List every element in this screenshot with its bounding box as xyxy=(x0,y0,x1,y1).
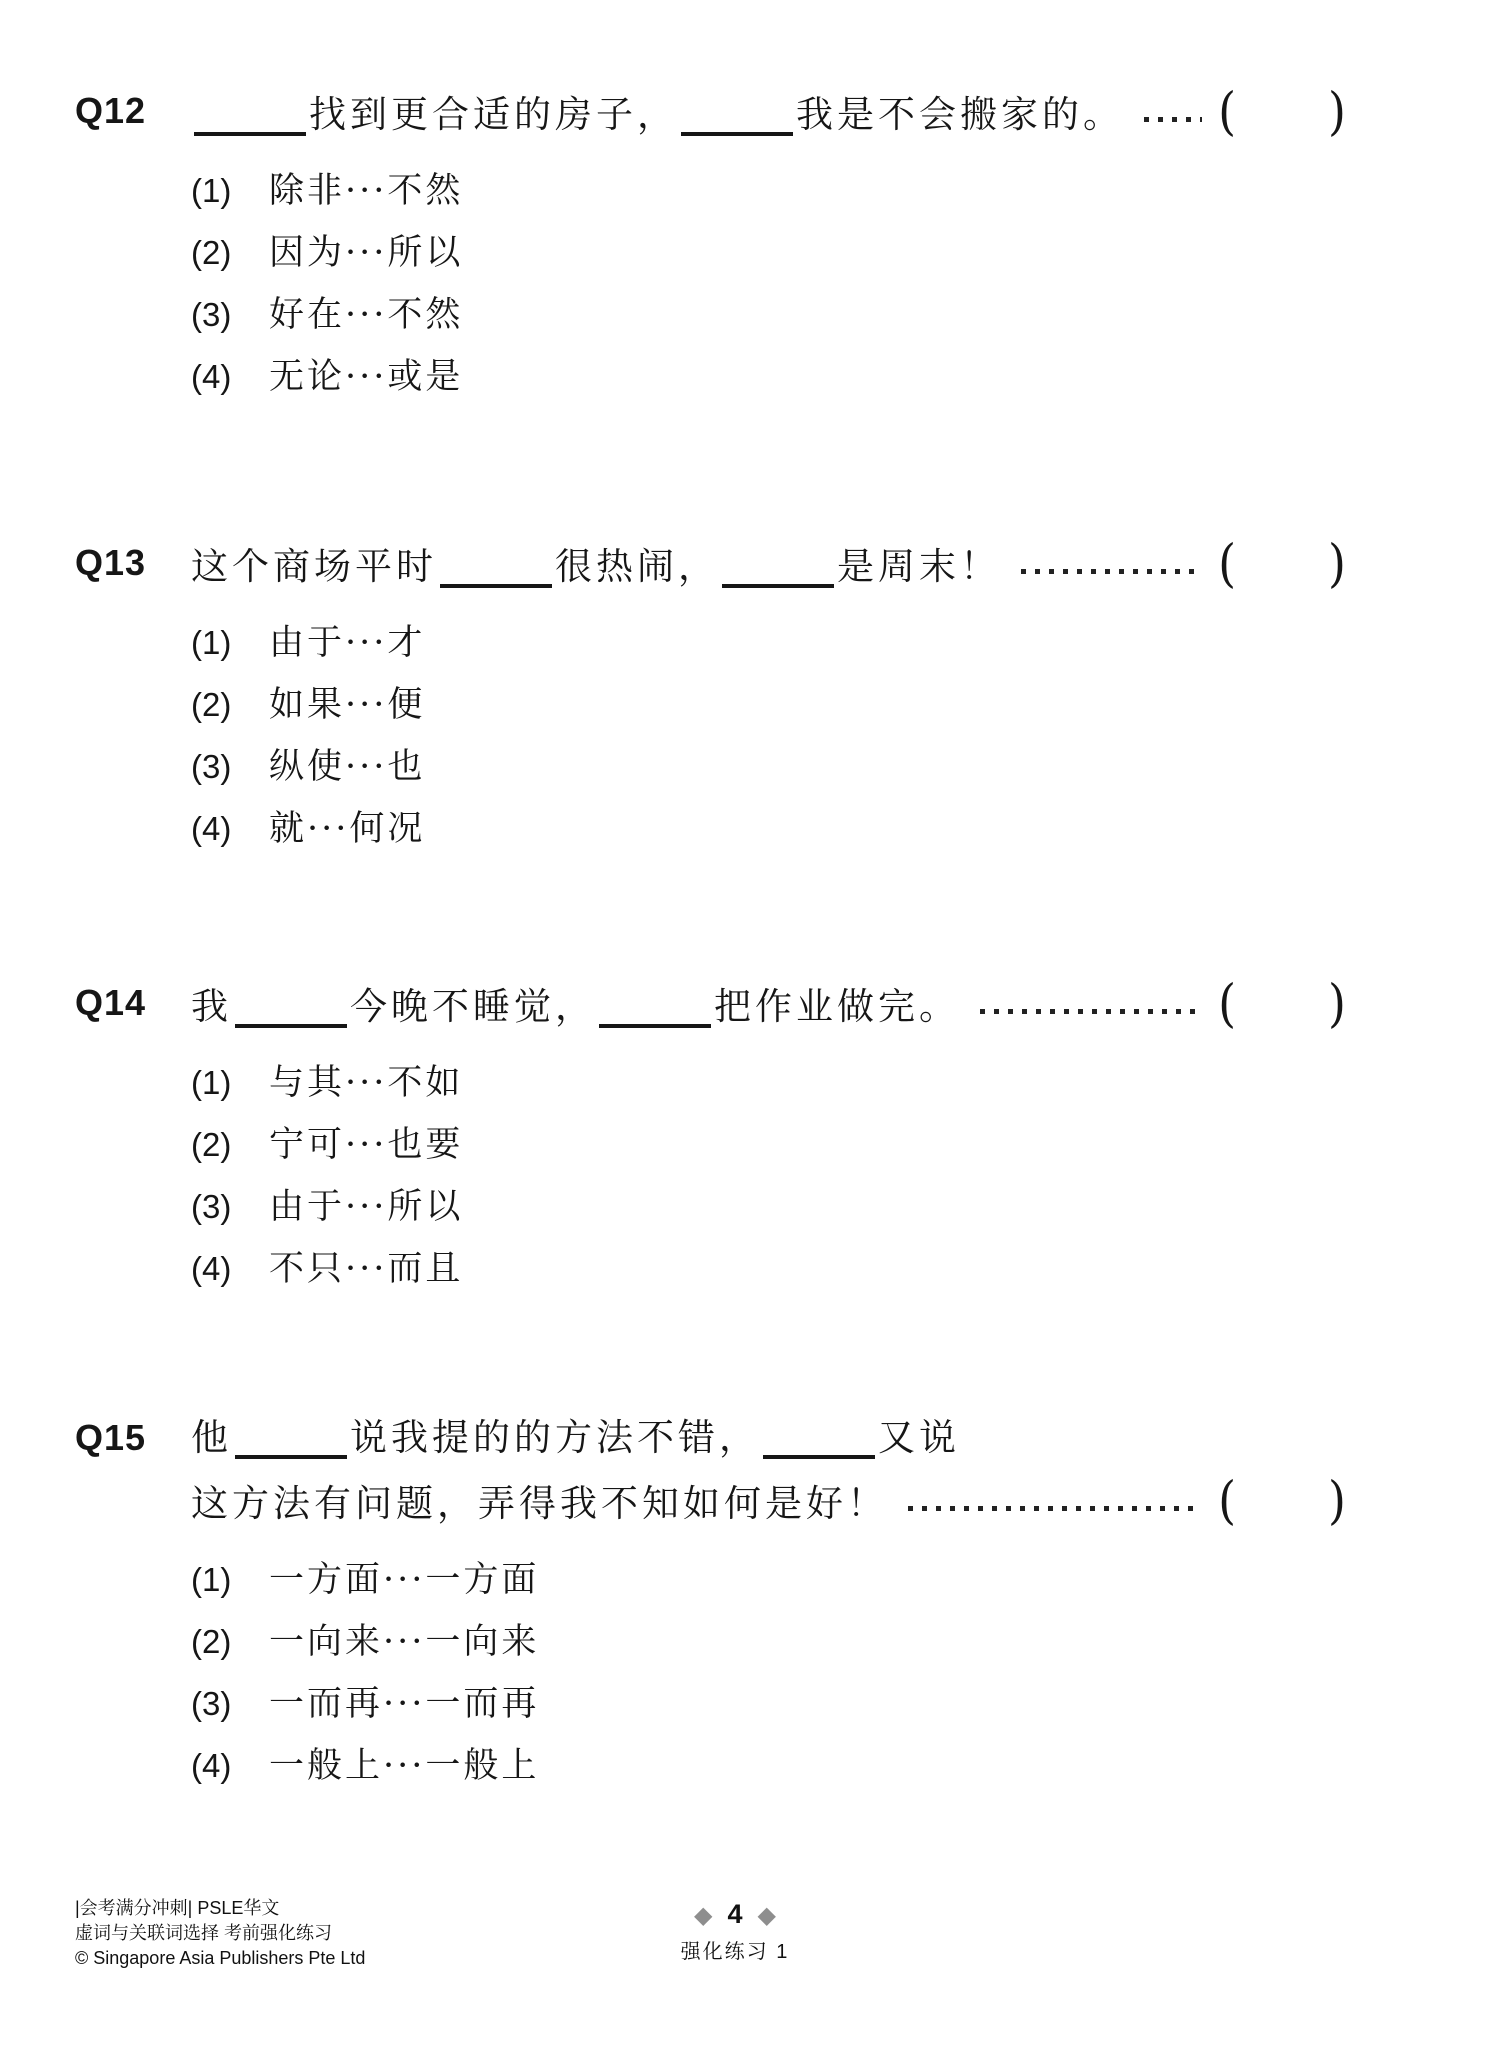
stem-text: 很热闹， xyxy=(555,545,719,588)
stem-line xyxy=(191,972,1346,1038)
answer-blank xyxy=(722,552,834,588)
options-list xyxy=(191,160,1346,408)
dotted-leader xyxy=(1144,117,1202,122)
question-q12 xyxy=(75,80,1346,408)
option-row xyxy=(191,1549,1346,1611)
answer-brackets xyxy=(1218,1469,1346,1531)
option-number: (3) xyxy=(191,1685,232,1722)
option-row xyxy=(191,798,1346,860)
answer-brackets xyxy=(1218,972,1346,1034)
option-number: (2) xyxy=(191,686,232,723)
option-number: (1) xyxy=(191,1561,232,1598)
option-number: (2) xyxy=(191,234,232,271)
stem-text: 说我提的的方法不错， xyxy=(350,1416,760,1459)
option-text: 好在···不然 xyxy=(269,295,464,335)
diamond-icon: ◆ xyxy=(694,1900,713,1929)
option-text: 一而再···一而再 xyxy=(269,1684,540,1724)
option-text: 由于···才 xyxy=(269,623,426,663)
stem-line xyxy=(191,532,1346,598)
option-row xyxy=(191,1114,1346,1176)
diamond-icon: ◆ xyxy=(757,1900,776,1929)
option-number: (1) xyxy=(191,624,232,661)
option-row xyxy=(191,736,1346,798)
question-number: Q14 xyxy=(75,982,147,1023)
answer-blank xyxy=(194,100,306,136)
option-text: 如果···便 xyxy=(269,685,426,725)
answer-brackets xyxy=(1218,80,1346,142)
option-text: 一向来···一向来 xyxy=(269,1622,540,1662)
stem-text: 今晚不睡觉， xyxy=(350,985,596,1028)
option-number: (4) xyxy=(191,1250,232,1287)
option-row xyxy=(191,284,1346,346)
option-row xyxy=(191,346,1346,408)
question-number: Q12 xyxy=(75,90,147,131)
question-number: Q15 xyxy=(75,1417,147,1458)
stem-text: 这个商场平时 xyxy=(191,545,437,588)
option-number: (2) xyxy=(191,1126,232,1163)
close-paren: ) xyxy=(1328,532,1346,594)
option-text: 与其···不如 xyxy=(269,1063,464,1103)
option-number: (3) xyxy=(191,1188,232,1225)
option-number: (3) xyxy=(191,748,232,785)
answer-blank xyxy=(599,992,711,1028)
open-paren: ( xyxy=(1218,1469,1237,1531)
option-row xyxy=(191,1238,1346,1300)
option-row xyxy=(191,674,1346,736)
option-row xyxy=(191,1735,1346,1797)
option-text: 因为···所以 xyxy=(269,233,464,273)
question-stem xyxy=(191,1407,1346,1535)
page-number: 4 xyxy=(727,1899,743,1929)
option-text: 就···何况 xyxy=(269,809,426,849)
close-paren: ) xyxy=(1328,80,1346,142)
stem-text: 我 xyxy=(191,985,232,1028)
open-paren: ( xyxy=(1218,972,1237,1034)
option-text: 一般上···一般上 xyxy=(269,1746,540,1786)
option-text: 纵使···也 xyxy=(269,747,426,787)
option-row xyxy=(191,612,1346,674)
option-number: (1) xyxy=(191,172,232,209)
option-number: (4) xyxy=(191,1747,232,1784)
question-stem xyxy=(191,532,1346,598)
option-number: (3) xyxy=(191,296,232,333)
stem-text: 找到更合适的房子， xyxy=(309,93,678,136)
stem-line xyxy=(191,1407,1346,1469)
imprint-subtitle: 虚词与关联词选择 考前强化练习 xyxy=(75,1923,332,1943)
option-number: (4) xyxy=(191,810,232,847)
open-paren: ( xyxy=(1218,80,1237,142)
option-row xyxy=(191,1052,1346,1114)
dotted-leader xyxy=(1021,569,1202,574)
stem-line xyxy=(191,1469,1346,1535)
footer-caption: 强化练习 1 xyxy=(680,1941,790,1963)
stem-text: 他 xyxy=(191,1416,232,1459)
option-text: 宁可···也要 xyxy=(269,1125,464,1165)
option-number: (2) xyxy=(191,1623,232,1660)
stem-text: 我是不会搬家的。 xyxy=(796,93,1124,136)
imprint-series: |会考满分冲刺| PSLE华文 xyxy=(75,1898,280,1918)
options-list xyxy=(191,1549,1346,1797)
options-list xyxy=(191,1052,1346,1300)
stem-line xyxy=(191,80,1346,146)
option-number: (4) xyxy=(191,358,232,395)
option-text: 一方面···一方面 xyxy=(269,1560,540,1600)
answer-blank xyxy=(440,552,552,588)
question-number: Q13 xyxy=(75,542,147,583)
imprint-copyright: © Singapore Asia Publishers Pte Ltd xyxy=(75,1948,366,1968)
dotted-leader xyxy=(980,1009,1202,1014)
option-text: 除非···不然 xyxy=(269,171,464,211)
option-row xyxy=(191,1176,1346,1238)
close-paren: ) xyxy=(1328,1469,1346,1531)
option-row xyxy=(191,1611,1346,1673)
option-row xyxy=(191,160,1346,222)
question-stem xyxy=(191,80,1346,146)
footer-imprint xyxy=(75,1896,365,1971)
question-q13 xyxy=(75,532,1346,860)
option-text: 无论···或是 xyxy=(269,357,464,397)
option-row xyxy=(191,222,1346,284)
close-paren: ) xyxy=(1328,972,1346,1034)
dotted-leader xyxy=(908,1506,1202,1511)
stem-text: 是周末！ xyxy=(837,545,1001,588)
answer-blank xyxy=(235,1423,347,1459)
option-text: 由于···所以 xyxy=(269,1187,464,1227)
question-stem xyxy=(191,972,1346,1038)
answer-blank xyxy=(763,1423,875,1459)
options-list xyxy=(191,612,1346,860)
stem-text: 这方法有问题，弄得我不知如何是好！ xyxy=(191,1482,888,1525)
page-number-row xyxy=(618,1901,852,1928)
option-row xyxy=(191,1673,1346,1735)
answer-blank xyxy=(235,992,347,1028)
stem-text: 又说 xyxy=(878,1416,960,1459)
answer-blank xyxy=(681,100,793,136)
stem-text: 把作业做完。 xyxy=(714,985,960,1028)
question-q15 xyxy=(75,1407,1346,1797)
question-q14 xyxy=(75,972,1346,1300)
open-paren: ( xyxy=(1218,532,1237,594)
option-text: 不只···而且 xyxy=(269,1249,464,1289)
option-number: (1) xyxy=(191,1064,232,1101)
answer-brackets xyxy=(1218,532,1346,594)
footer-center xyxy=(618,1901,852,1964)
